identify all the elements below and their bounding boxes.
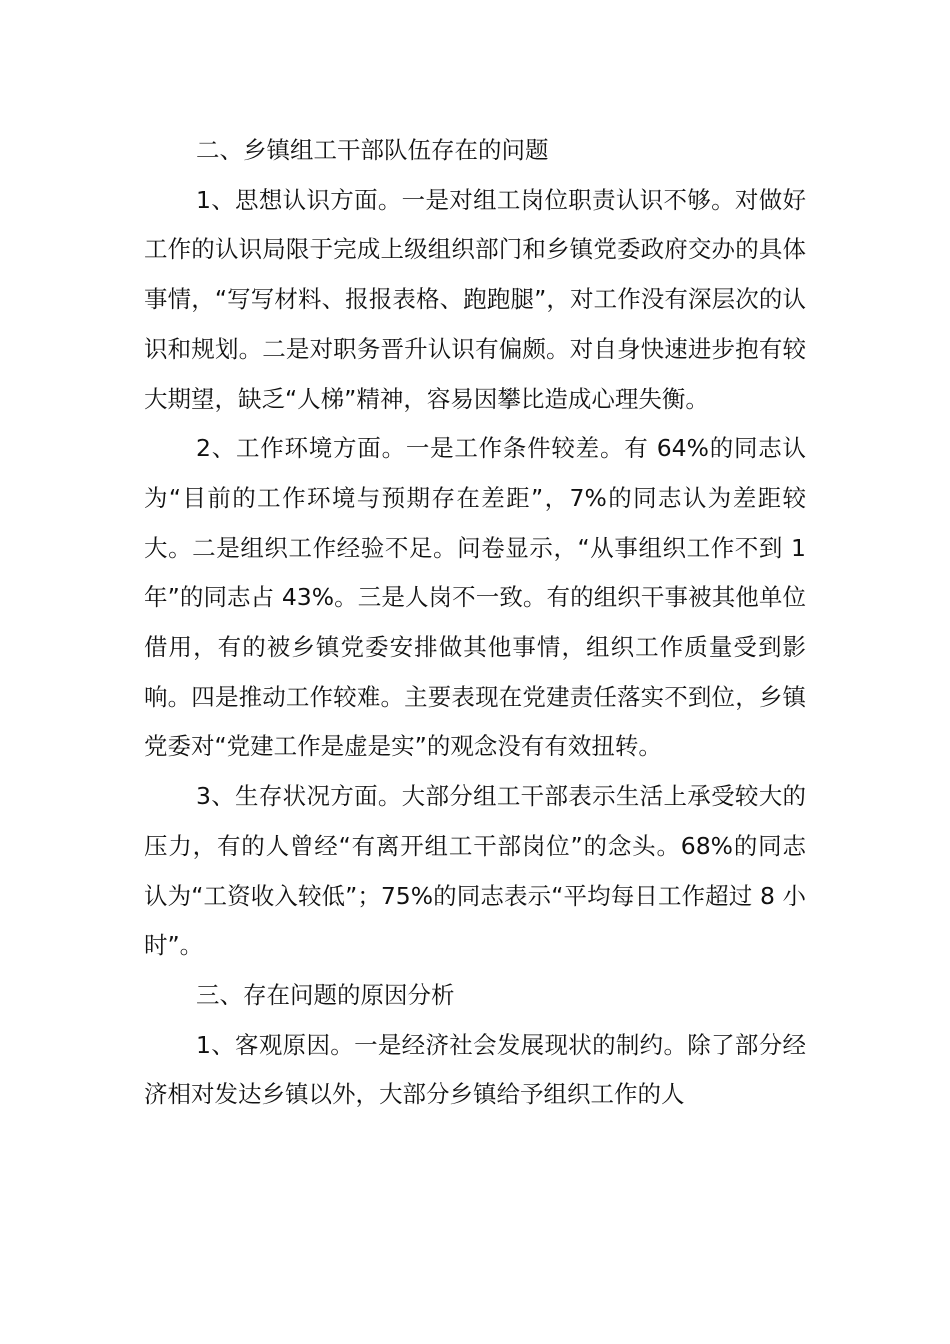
paragraph-objective-causes: 1、客观原因。一是经济社会发展现状的制约。除了部分经济相对发达乡镇以外，大部分乡镇给予组织工作的人: [144, 1030, 806, 1109]
paragraph-ideological-awareness: 1、思想认识方面。一是对组工岗位职责认识不够。对做好工作的认识局限于完成上级组织部门和乡镇党委政府交办的具体事情，“写写材料、报报表格、跑跑腿”，对工作没有深层次的认识和规划。二是对职务晋升认识有偏颇。对自身快速进步抱有较大期望，缺乏“人梯”精神，容易因攀比造成心理失衡。: [144, 185, 806, 413]
paragraph-work-environment: 2、工作环境方面。一是工作条件较差。有 64%的同志认为“目前的工作环境与预期存在差距”，7%的同志认为差距较大。二是组织工作经验不足。问卷显示，“从事组织工作不到 1 年”的同志占 43%。三是人岗不一致。有的组织干事被其他单位借用，有的被乡镇党委安排做其他事情，组织工作质量受到影响。四是推动工作较难。主要表现在党建责任落实不到位，乡镇党委对“党建工作是虚是实”的观念没有有效扭转。: [144, 434, 806, 761]
section-heading-causes: 三、存在问题的原因分析: [196, 980, 455, 1009]
section-heading-problems: 二、乡镇组工干部队伍存在的问题: [196, 136, 549, 164]
document-body: [144, 126, 806, 1120]
paragraph-living-conditions: 3、生存状况方面。大部分组工干部表示生活上承受较大的压力，有的人曾经“有离开组工干部岗位”的念头。68%的同志认为“工资收入较低”；75%的同志表示“平均每日工作超过 8 小时”。: [144, 782, 806, 960]
